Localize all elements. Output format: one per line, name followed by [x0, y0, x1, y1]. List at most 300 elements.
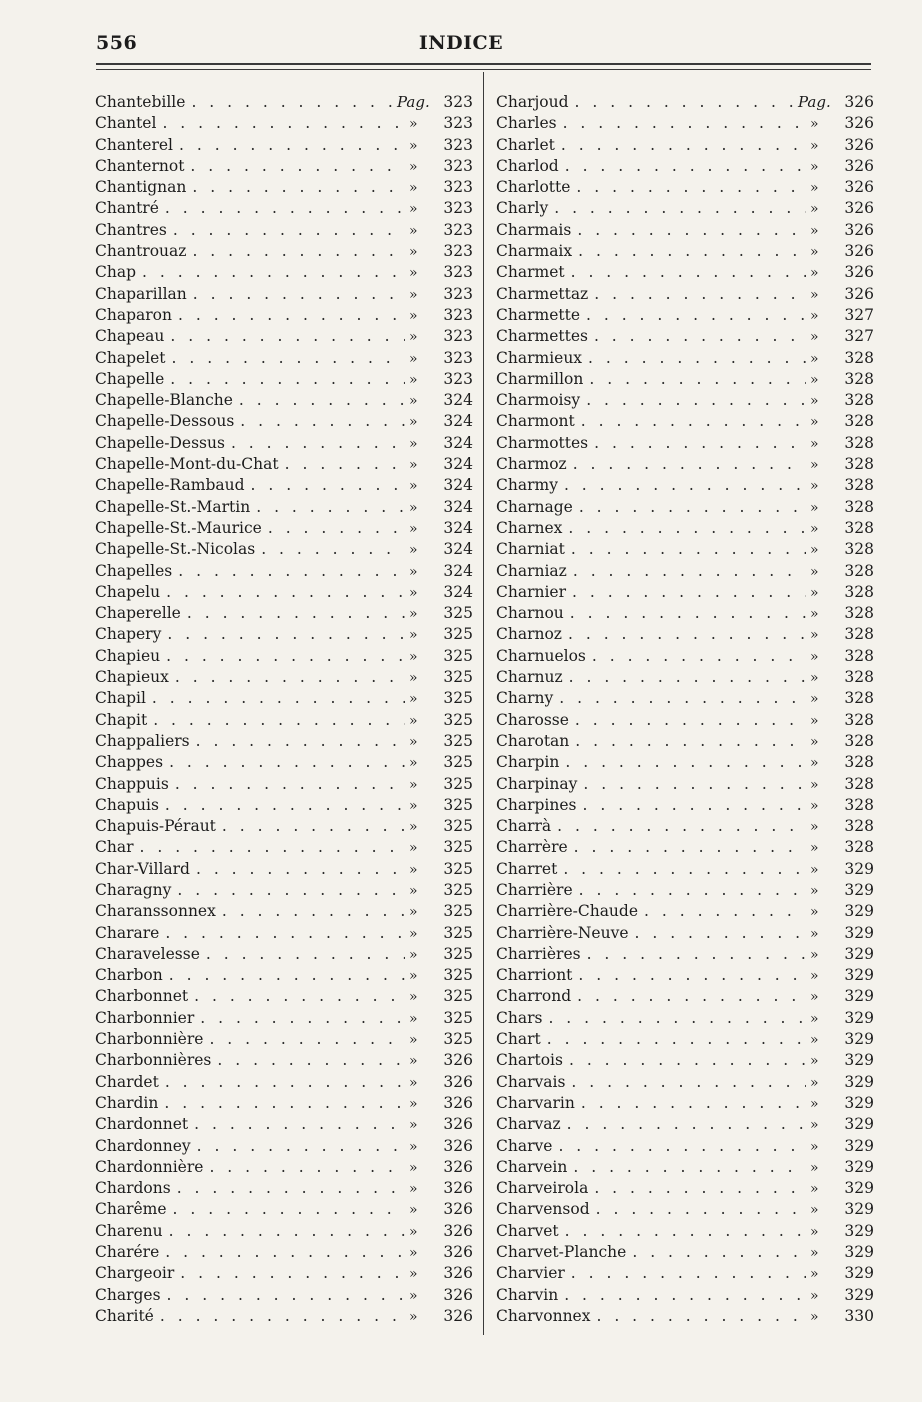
dot-leader: [559, 1221, 806, 1242]
index-entry: [95, 156, 473, 177]
entry-ref-mark: »: [409, 968, 418, 985]
entry-page-number: 328: [844, 604, 874, 623]
entry-name: Charrère: [496, 838, 568, 857]
entry-page-number: 326: [844, 178, 874, 197]
index-entry: [496, 731, 874, 752]
index-entry: [496, 1199, 874, 1220]
index-entry: [496, 752, 874, 773]
entry-ref-mark: »: [409, 712, 418, 729]
entry-ref-mark: »: [409, 158, 418, 175]
dot-leader: [184, 156, 405, 177]
dot-leader: [565, 1072, 806, 1093]
entry-ref-mark: »: [810, 925, 819, 942]
entry-page-number: 326: [443, 1264, 473, 1283]
entry-page-number: 328: [844, 753, 874, 772]
entry-page-number: 327: [844, 305, 874, 324]
index-entry: [496, 1178, 874, 1199]
entry-name: Chaparillan: [95, 284, 187, 303]
entry-name: Charbonnière: [95, 1030, 204, 1049]
entry-name: Charmont: [496, 412, 575, 431]
entry-name: Chapelle-Dessous: [95, 412, 235, 431]
entry-name: Charpin: [496, 753, 560, 772]
entry-page-number: 326: [844, 156, 874, 175]
dot-leader: [588, 284, 806, 305]
index-entry: [496, 92, 874, 113]
dot-leader: [567, 561, 806, 582]
entry-page-number: 325: [443, 774, 473, 793]
entry-name: Charvet-Planche: [496, 1243, 627, 1262]
entry-ref-mark: »: [409, 435, 418, 452]
entry-ref-mark: »: [409, 670, 418, 687]
dot-leader: [187, 284, 405, 305]
entry-name: Chapelles: [95, 561, 173, 580]
entry-ref-mark: »: [409, 1095, 418, 1112]
index-entry: [95, 1050, 473, 1071]
entry-page-number: 329: [844, 944, 874, 963]
index-entry: [95, 305, 473, 326]
entry-name: Charbonnier: [95, 1008, 195, 1027]
entry-page-number: 324: [443, 391, 473, 410]
index-entry: [496, 710, 874, 731]
index-entry: [95, 1178, 473, 1199]
index-entry: [95, 774, 473, 795]
entry-page-number: 326: [443, 1051, 473, 1070]
dot-leader: [590, 1199, 806, 1220]
dot-leader: [588, 433, 806, 454]
dot-leader: [552, 1136, 806, 1157]
entry-ref-mark: »: [409, 1308, 418, 1325]
entry-ref-mark: »: [810, 1308, 819, 1325]
entry-name: Chantignan: [95, 178, 187, 197]
index-entry: [496, 475, 874, 496]
dot-leader: [569, 92, 794, 113]
dot-leader: [568, 837, 806, 858]
entry-ref-mark: »: [810, 435, 819, 452]
entry-name: Chapieux: [95, 668, 169, 687]
entry-name: Charité: [95, 1306, 154, 1325]
dot-leader: [171, 880, 405, 901]
entry-page-number: 324: [443, 412, 473, 431]
dot-leader: [203, 1029, 405, 1050]
index-entry: [496, 1072, 874, 1093]
entry-ref-mark: »: [409, 1010, 418, 1027]
entry-ref-mark: »: [810, 1159, 819, 1176]
dot-leader: [629, 923, 807, 944]
entry-page-number: 323: [443, 114, 473, 133]
entry-page-number: 325: [443, 795, 473, 814]
index-entry: [95, 135, 473, 156]
entry-name: Chaperelle: [95, 604, 181, 623]
entry-name: Charmoisy: [496, 391, 581, 410]
index-entry: [496, 220, 874, 241]
entry-ref-mark: »: [810, 882, 819, 899]
index-entry: [95, 497, 473, 518]
entry-name: Chars: [496, 1008, 543, 1027]
header-rule-thin: [96, 69, 871, 70]
entry-name: Chanterel: [95, 135, 174, 154]
entry-ref-mark: »: [409, 244, 418, 261]
index-entry: [95, 1136, 473, 1157]
entry-page-number: 323: [443, 348, 473, 367]
index-entry: [496, 986, 874, 1007]
dot-leader: [136, 262, 405, 283]
dot-leader: [211, 1050, 405, 1071]
dot-leader: [581, 944, 806, 965]
entry-ref-mark: »: [810, 989, 819, 1006]
entry-page-number: 323: [443, 327, 473, 346]
entry-page-number: 329: [844, 1243, 874, 1262]
entry-page-number: 325: [443, 646, 473, 665]
entry-ref-mark: »: [409, 457, 418, 474]
entry-name: Char: [95, 838, 134, 857]
dot-leader: [569, 731, 806, 752]
entry-ref-mark: »: [409, 1032, 418, 1049]
entry-name: Charny: [496, 689, 554, 708]
dot-leader: [169, 667, 405, 688]
entry-ref-mark: »: [810, 755, 819, 772]
entry-ref-mark: »: [409, 116, 418, 133]
dot-leader: [551, 816, 806, 837]
dot-leader: [190, 731, 405, 752]
dot-leader: [203, 1157, 405, 1178]
entry-ref-mark: »: [810, 776, 819, 793]
entry-ref-mark: »: [409, 946, 418, 963]
dot-leader: [582, 348, 806, 369]
dot-leader: [626, 1242, 806, 1263]
dot-leader: [160, 582, 405, 603]
entry-name: Charlod: [496, 156, 559, 175]
entry-ref-mark: »: [409, 1202, 418, 1219]
entry-ref-mark: »: [409, 180, 418, 197]
dot-leader: [563, 667, 806, 688]
entry-name: Chappaliers: [95, 731, 190, 750]
entry-ref-mark: »: [409, 606, 418, 623]
entry-page-number: 328: [844, 838, 874, 857]
index-entry: [95, 1199, 473, 1220]
index-entry: [95, 1008, 473, 1029]
entry-page-number: 329: [844, 1051, 874, 1070]
entry-name: Charniaz: [496, 561, 567, 580]
entry-name: Chantré: [95, 199, 159, 218]
entry-name: Chapelu: [95, 582, 161, 601]
entry-name: Chapelle-St.-Nicolas: [95, 540, 256, 559]
entry-page-number: 326: [443, 1093, 473, 1112]
entry-ref-mark: »: [409, 307, 418, 324]
entry-ref-mark: »: [810, 265, 819, 282]
entry-ref-mark: »: [409, 776, 418, 793]
entry-name: Charpinay: [496, 774, 578, 793]
entry-page-number: 323: [443, 263, 473, 282]
dot-leader: [569, 710, 806, 731]
entry-ref-mark: »: [409, 265, 418, 282]
entry-page-number: 323: [443, 242, 473, 261]
index-entry: [496, 1029, 874, 1050]
entry-ref-mark: »: [810, 1074, 819, 1091]
dot-leader: [590, 1306, 806, 1327]
entry-name: Chart: [496, 1030, 541, 1049]
entry-page-number: 328: [844, 817, 874, 836]
dot-leader: [564, 603, 806, 624]
entry-ref-mark: »: [810, 201, 819, 218]
dot-leader: [557, 113, 806, 134]
entry-page-number: 329: [844, 1072, 874, 1091]
entry-name: Chapeau: [95, 327, 165, 346]
entry-name: Charrière-Chaude: [496, 902, 639, 921]
dot-leader: [159, 1072, 405, 1093]
dot-leader: [173, 135, 405, 156]
entry-page-number: 329: [844, 1157, 874, 1176]
entry-name: Charvet: [496, 1221, 559, 1240]
entry-name: Charnuelos: [496, 646, 586, 665]
entry-ref-mark: »: [409, 584, 418, 601]
entry-name: Charriont: [496, 966, 573, 985]
index-entry: [95, 411, 473, 432]
entry-ref-mark: »: [409, 1117, 418, 1134]
index-entry: [95, 433, 473, 454]
dot-leader: [186, 177, 405, 198]
entry-name: Charavelesse: [95, 944, 200, 963]
entry-page-number: 329: [844, 923, 874, 942]
entry-name: Charmais: [496, 220, 572, 239]
entry-ref-mark: »: [810, 1287, 819, 1304]
entry-name: Charniat: [496, 540, 565, 559]
dot-leader: [158, 1093, 405, 1114]
index-entry: [95, 348, 473, 369]
entry-name: Charmet: [496, 263, 565, 282]
entry-page-number: 329: [844, 1264, 874, 1283]
entry-ref-mark: »: [409, 733, 418, 750]
entry-name: Charvein: [496, 1157, 568, 1176]
entry-page-number: 324: [443, 476, 473, 495]
entry-ref-mark: »: [810, 542, 819, 559]
entry-page-number: 328: [844, 561, 874, 580]
index-entry: [95, 624, 473, 645]
entry-name: Charbonnet: [95, 987, 189, 1006]
entry-ref-mark: »: [810, 116, 819, 133]
index-entry: [95, 1093, 473, 1114]
entry-page-number: 328: [844, 689, 874, 708]
entry-page-number: 329: [844, 1285, 874, 1304]
index-entry: [496, 561, 874, 582]
entry-ref-mark: »: [409, 840, 418, 857]
entry-ref-mark: »: [810, 457, 819, 474]
entry-page-number: 328: [844, 497, 874, 516]
entry-ref-mark: »: [409, 286, 418, 303]
entry-name: Charbon: [95, 966, 163, 985]
entry-page-number: 328: [844, 455, 874, 474]
entry-ref-mark: »: [810, 1223, 819, 1240]
index-entry: [95, 582, 473, 603]
entry-page-number: 323: [443, 284, 473, 303]
index-entry: [95, 539, 473, 560]
entry-page-number: 323: [443, 156, 473, 175]
entry-page-number: 329: [844, 1136, 874, 1155]
entry-name: Char-Villard: [95, 859, 190, 878]
entry-name: Chapelle-Dessus: [95, 433, 225, 452]
dot-leader: [541, 1029, 806, 1050]
dot-leader: [234, 411, 405, 432]
index-entry: [95, 390, 473, 411]
entry-page-number: 323: [443, 199, 473, 218]
entry-ref-mark: »: [810, 1138, 819, 1155]
entry-name: Charmaix: [496, 242, 573, 261]
entry-page-number: 328: [844, 625, 874, 644]
entry-name: Chapelle-Mont-du-Chat: [95, 455, 279, 474]
entry-ref-mark: »: [810, 329, 819, 346]
entry-page-number: 329: [844, 902, 874, 921]
index-entry: [496, 326, 874, 347]
dot-leader: [194, 1008, 405, 1029]
dot-leader: [572, 965, 806, 986]
entry-page-number: 329: [844, 880, 874, 899]
dot-leader: [167, 220, 405, 241]
dot-leader: [555, 135, 806, 156]
entry-page-number: 323: [443, 178, 473, 197]
entry-ref-mark: »: [810, 1032, 819, 1049]
entry-name: Charpines: [496, 795, 577, 814]
entry-ref-mark: »: [409, 478, 418, 495]
entry-page-number: 328: [844, 433, 874, 452]
index-entry: [95, 816, 473, 837]
entry-name: Charmy: [496, 476, 558, 495]
index-entry: [496, 113, 874, 134]
entry-name: Charmette: [496, 305, 580, 324]
entry-name: Chapuis: [95, 795, 159, 814]
dot-leader: [188, 986, 405, 1007]
entry-page-number: 325: [443, 966, 473, 985]
index-entry: [95, 454, 473, 475]
index-entry: [95, 220, 473, 241]
entry-page-number: 329: [844, 1200, 874, 1219]
dot-leader: [166, 348, 405, 369]
index-entry: [496, 518, 874, 539]
index-entry: [496, 603, 874, 624]
page-number: 556: [96, 32, 138, 54]
entry-name: Charême: [95, 1200, 167, 1219]
entry-name: Chardonnet: [95, 1115, 189, 1134]
dot-leader: [172, 561, 405, 582]
entry-page-number: 325: [443, 1008, 473, 1027]
dot-leader: [583, 369, 806, 390]
entry-name: Charmieux: [496, 348, 583, 367]
entry-ref-mark: »: [409, 222, 418, 239]
entry-ref-mark: »: [409, 1245, 418, 1262]
index-entry: [95, 752, 473, 773]
dot-leader: [174, 1263, 405, 1284]
entry-ref-mark: »: [409, 989, 418, 1006]
entry-ref-mark: »: [810, 606, 819, 623]
dot-leader: [134, 837, 406, 858]
index-entry: [95, 369, 473, 390]
entry-ref-mark: »: [810, 371, 819, 388]
index-entry: [496, 965, 874, 986]
dot-leader: [216, 901, 405, 922]
entry-name: Charnuz: [496, 668, 563, 687]
dot-leader: [565, 539, 806, 560]
entry-page-number: 329: [844, 1179, 874, 1198]
index-entry: [95, 198, 473, 219]
index-entry: [95, 646, 473, 667]
entry-ref-mark: »: [409, 1074, 418, 1091]
dot-leader: [588, 326, 806, 347]
entry-ref-mark: »: [409, 925, 418, 942]
entry-page-number: 328: [844, 731, 874, 750]
dot-leader: [559, 156, 806, 177]
entry-name: Chardonney: [95, 1136, 191, 1155]
entry-page-number: 328: [844, 412, 874, 431]
dot-leader: [559, 752, 806, 773]
index-entry: [95, 901, 473, 922]
entry-page-number: 326: [443, 1115, 473, 1134]
entry-name: Charvonnex: [496, 1306, 591, 1325]
entry-ref-mark: »: [810, 670, 819, 687]
entry-ref-mark: »: [810, 627, 819, 644]
index-entry: [496, 1306, 874, 1327]
dot-leader: [573, 497, 806, 518]
entry-page-number: 328: [844, 476, 874, 495]
entry-name: Chapelle-Blanche: [95, 391, 233, 410]
entry-page-number: 324: [443, 540, 473, 559]
entry-ref-mark: »: [409, 393, 418, 410]
entry-name: Charosse: [496, 710, 569, 729]
index-entry: [496, 901, 874, 922]
entry-ref-mark: »: [810, 563, 819, 580]
entry-page-number: 326: [844, 135, 874, 154]
dot-leader: [586, 646, 806, 667]
index-entry: [95, 1242, 473, 1263]
dot-leader: [167, 1199, 405, 1220]
entry-name: Charrond: [496, 987, 572, 1006]
entry-ref-mark: »: [810, 968, 819, 985]
dot-leader: [567, 1157, 806, 1178]
dot-leader: [638, 901, 806, 922]
entry-name: Chardons: [95, 1179, 171, 1198]
index-entry: [95, 241, 473, 262]
dot-leader: [557, 859, 806, 880]
entry-page-number: 329: [844, 987, 874, 1006]
entry-ref-mark: »: [409, 201, 418, 218]
entry-ref-mark: »: [810, 244, 819, 261]
index-entry: [496, 774, 874, 795]
dot-leader: [580, 305, 806, 326]
entry-page-number: 326: [844, 284, 874, 303]
entry-ref-mark: »: [409, 882, 418, 899]
entry-page-number: 324: [443, 582, 473, 601]
entry-page-number: 328: [844, 795, 874, 814]
entry-name: Charvaz: [496, 1115, 561, 1134]
index-entry: [95, 603, 473, 624]
entry-ref-mark: »: [810, 286, 819, 303]
column-divider: [483, 72, 484, 1335]
entry-name: Charvais: [496, 1072, 566, 1091]
entry-page-number: 324: [443, 455, 473, 474]
dot-leader: [566, 582, 806, 603]
dot-leader: [279, 454, 405, 475]
entry-page-number: 328: [844, 774, 874, 793]
index-entry: [95, 1285, 473, 1306]
index-entry: [95, 1029, 473, 1050]
dot-leader: [164, 326, 405, 347]
index-entry: [496, 1285, 874, 1306]
entry-page-number: 328: [844, 348, 874, 367]
index-entry: [95, 1306, 473, 1327]
entry-page-number: 328: [844, 391, 874, 410]
dot-leader: [200, 944, 405, 965]
dot-leader: [161, 1285, 405, 1306]
dot-leader: [163, 752, 405, 773]
entry-ref-mark: »: [409, 1181, 418, 1198]
dot-leader: [159, 1242, 405, 1263]
